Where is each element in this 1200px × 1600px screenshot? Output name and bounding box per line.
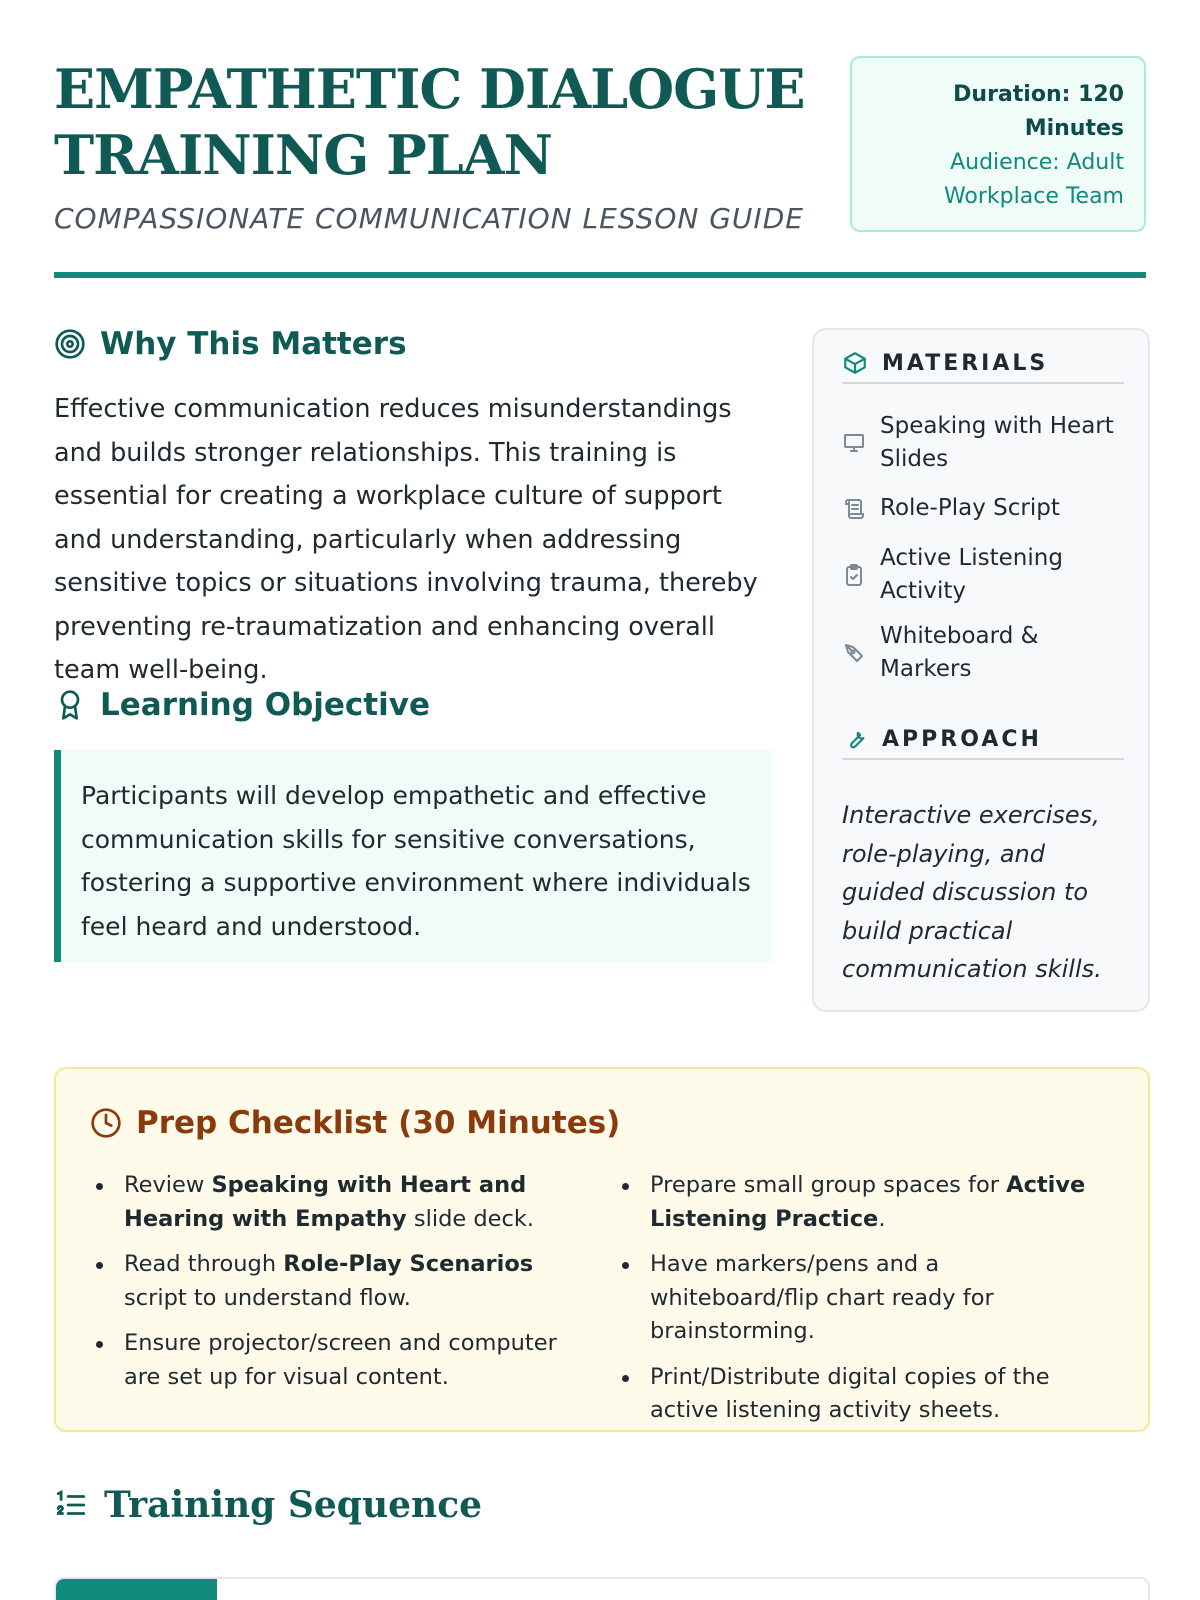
pen-tool-icon — [842, 641, 866, 665]
prep-checklist — [54, 1067, 1150, 1432]
why-text: Effective communication reduces misunderstandings and builds stronger relationships. This training is essential for creating a workplace culture of support and understanding, particularly when addressing sensitive topics or situations involving trauma, thereby preventing re-traumatization and enhancing overall team well-being. — [54, 394, 758, 685]
approach-heading — [842, 720, 1124, 760]
prep-item: Review Speaking with Heart and Hearing with Empathy slide deck. — [90, 1169, 570, 1236]
approach-heading-text: APPROACH — [882, 726, 1042, 752]
objective-heading-text: Learning Objective — [100, 687, 430, 723]
clipboard-check-icon — [842, 563, 866, 587]
page-header — [54, 56, 1146, 278]
material-label: Role-Play Script — [880, 495, 1060, 521]
material-item — [842, 492, 1132, 525]
why-heading-text: Why This Matters — [100, 326, 407, 362]
prep-list-left — [90, 1169, 570, 1406]
objective-callout — [54, 750, 772, 962]
why-heading — [54, 326, 407, 362]
audience-text: Audience: Adult Workplace Team — [943, 150, 1124, 209]
material-label: Whiteboard & Markers — [880, 623, 1039, 682]
side-panel — [812, 328, 1150, 1012]
sequence-heading-text: Training Sequence — [104, 1484, 483, 1526]
prep-heading — [90, 1105, 620, 1141]
wrench-icon — [842, 726, 868, 752]
objective-heading — [54, 687, 430, 723]
prep-item: Prepare small group spaces for Active Listening Practice. — [616, 1169, 1096, 1236]
sequence-card — [54, 1577, 1150, 1600]
title-line-1: EMPATHETIC DIALOGUE — [54, 57, 805, 121]
duration-text: Duration: 120 Minutes — [953, 82, 1124, 141]
prep-list-right — [616, 1169, 1096, 1440]
approach-text: Interactive exercises, role-playing, and guided discussion to build practical communication skills. — [842, 801, 1102, 983]
material-label: Speaking with Heart Slides — [880, 413, 1114, 472]
scroll-icon — [842, 497, 866, 521]
material-item — [842, 620, 1132, 686]
presentation-icon — [842, 431, 866, 455]
info-box — [850, 56, 1146, 232]
title-line-2: TRAINING PLAN — [54, 123, 552, 187]
material-label: Active Listening Activity — [880, 545, 1063, 604]
target-icon — [54, 328, 86, 360]
prep-heading-text: Prep Checklist (30 Minutes) — [136, 1105, 621, 1141]
prep-item: Print/Distribute digital copies of the active listening activity sheets. — [616, 1361, 1096, 1428]
material-item — [842, 410, 1132, 476]
page-title — [54, 56, 854, 188]
page-subtitle: COMPASSIONATE COMMUNICATION LESSON GUIDE — [54, 202, 804, 235]
award-icon — [54, 689, 86, 721]
prep-item: Ensure projector/screen and computer are set up for visual content. — [90, 1327, 570, 1394]
material-item — [842, 542, 1132, 608]
prep-item: Read through Role-Play Scenarios script to understand flow. — [90, 1248, 570, 1315]
sequence-step-tab — [56, 1579, 217, 1600]
materials-heading — [842, 344, 1124, 384]
sequence-heading — [54, 1484, 482, 1526]
box-icon — [842, 350, 868, 376]
objective-text: Participants will develop empathetic and effective communication skills for sensitive conversations, fostering a supportive environment where individuals feel heard and understood. — [81, 781, 751, 941]
materials-heading-text: MATERIALS — [882, 350, 1049, 376]
prep-item: Have markers/pens and a whiteboard/flip chart ready for brainstorming. — [616, 1248, 1096, 1349]
clock-icon — [90, 1107, 122, 1139]
list-ordered-icon — [54, 1488, 88, 1522]
